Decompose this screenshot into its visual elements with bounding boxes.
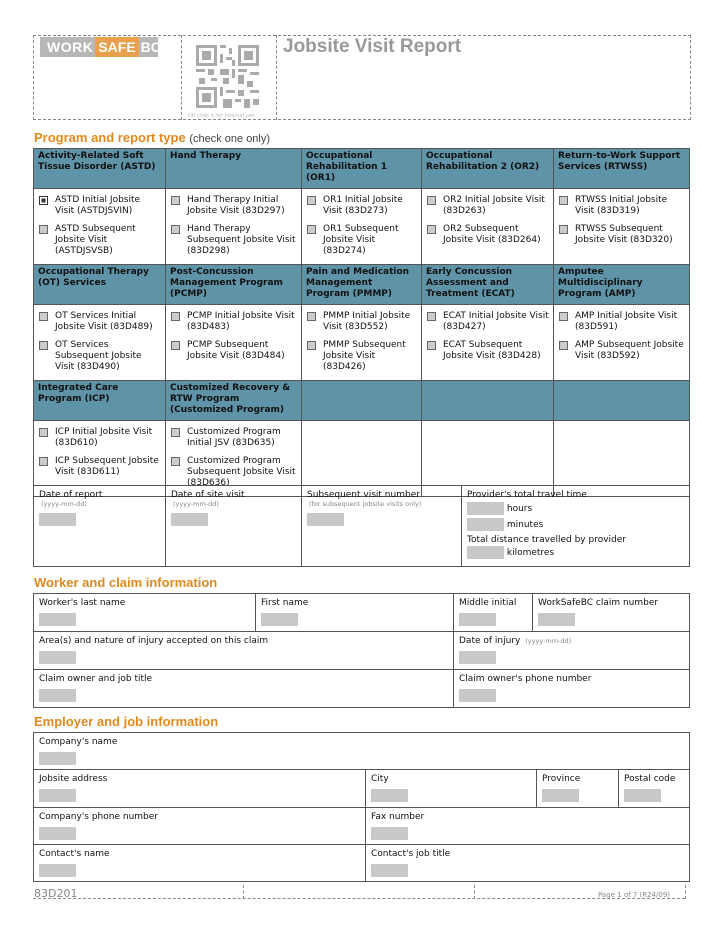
checkbox[interactable] (307, 312, 316, 321)
program-header-empty (422, 381, 554, 421)
date-hint: (yyyy-mm-dd) (173, 500, 219, 508)
amp-initial-option[interactable] (559, 311, 686, 333)
date-of-injury-cell (454, 632, 690, 670)
program-options-cell (166, 305, 302, 381)
checkbox[interactable] (427, 341, 436, 350)
claim-number-cell (533, 594, 690, 632)
checkbox[interactable] (171, 312, 180, 321)
program-options-cell (166, 189, 302, 265)
option-label: OT Services Subsequent Jobsite Visit (83D490) (55, 340, 142, 372)
checkbox[interactable] (39, 457, 48, 466)
checkbox[interactable] (559, 225, 568, 234)
worksafebc-logo (40, 37, 161, 57)
qr-code-icon (196, 45, 259, 108)
city-label: City (371, 774, 389, 784)
middle-initial-label: Middle initial (459, 598, 517, 608)
date-hint: (yyyy-mm-dd) (41, 500, 87, 508)
checkbox[interactable] (559, 341, 568, 350)
option-label: ECAT Initial Jobsite Visit (83D427) (443, 311, 549, 332)
ecat-initial-option[interactable] (427, 311, 550, 333)
date-of-injury-input[interactable] (459, 651, 496, 664)
logo-bc: BC (140, 39, 161, 55)
jobsite-address-label: Jobsite address (39, 774, 108, 784)
checkbox[interactable] (307, 196, 316, 205)
program-header-empty (302, 381, 422, 421)
logo-safe: SAFE (95, 37, 138, 57)
pmmp-subsequent-option[interactable] (307, 340, 418, 373)
ot-subsequent-option[interactable] (39, 340, 162, 373)
program-header-row-1 (34, 149, 690, 189)
claim-number-input[interactable] (538, 613, 575, 626)
program-subheading: (check one only) (189, 133, 271, 145)
checkbox[interactable] (39, 312, 48, 321)
minutes-input[interactable] (467, 518, 504, 531)
employer-heading: Employer and job information (34, 714, 219, 729)
contact-title-label: Contact's job title (371, 849, 451, 859)
date-hint: (yyyy-mm-dd) (525, 637, 572, 645)
date-of-site-visit-cell (166, 486, 302, 567)
company-name-cell (34, 733, 690, 770)
subsequent-visit-input[interactable] (307, 513, 344, 526)
postal-code-cell (619, 770, 690, 808)
program-header: Activity-Related Soft Tissue Disorder (ASTD) (34, 149, 166, 189)
injury-areas-cell (34, 632, 454, 670)
program-header-empty (554, 381, 690, 421)
claim-owner-input[interactable] (39, 689, 76, 702)
middle-initial-cell (454, 594, 533, 632)
pcmp-subsequent-option[interactable] (171, 340, 298, 362)
footer-divider-3 (685, 885, 686, 899)
program-options-cell (302, 305, 422, 381)
hours-input[interactable] (467, 502, 504, 515)
logo-work: WORK (47, 39, 94, 55)
page-title: Jobsite Visit Report (283, 36, 462, 57)
city-input[interactable] (371, 789, 408, 802)
dates-table (33, 485, 690, 567)
worker-row-1 (34, 594, 690, 632)
option-label: Customized Program Subsequent Jobsite Visit (83D636) (187, 456, 296, 488)
option-label: AMP Subsequent Jobsite Visit (83D592) (575, 340, 684, 361)
contact-name-label: Contact's name (39, 849, 110, 859)
subsequent-visit-label: Subsequent visit number (307, 490, 420, 500)
program-options-cell (422, 305, 554, 381)
jobsite-address-input[interactable] (39, 789, 76, 802)
option-label: Hand Therapy Initial Jobsite Visit (83D297) (187, 195, 285, 216)
checkbox[interactable] (171, 428, 180, 437)
postal-code-input[interactable] (624, 789, 661, 802)
ecat-subsequent-option[interactable] (427, 340, 550, 362)
fax-cell (366, 808, 690, 845)
worker-table (33, 593, 690, 708)
province-label: Province (542, 774, 581, 784)
program-options-cell (34, 189, 166, 265)
checkbox[interactable] (39, 341, 48, 350)
claim-owner-phone-input[interactable] (459, 689, 496, 702)
option-label: PCMP Subsequent Jobsite Visit (83D484) (187, 340, 285, 361)
astd-subsequent-option[interactable] (39, 224, 162, 257)
option-label: OR1 Subsequent Jobsite Visit (83D274) (323, 224, 399, 256)
amp-subsequent-option[interactable] (559, 340, 686, 362)
first-name-label: First name (261, 598, 309, 608)
or2-initial-option[interactable] (427, 195, 550, 217)
option-label: OR2 Initial Jobsite Visit (83D263) (443, 195, 545, 216)
first-name-cell (256, 594, 454, 632)
employer-row-4 (34, 845, 690, 882)
program-heading-text: Program and report type (34, 130, 186, 145)
minutes-label: minutes (506, 520, 544, 530)
postal-code-label: Postal code (624, 774, 676, 784)
company-name-input[interactable] (39, 752, 76, 765)
program-options-cell (422, 189, 554, 265)
claim-owner-phone-label: Claim owner's phone number (459, 674, 592, 684)
option-label: OT Services Initial Jobsite Visit (83D489) (55, 311, 153, 332)
program-header: Occupational Therapy (OT) Services (34, 265, 166, 305)
minutes-row (467, 518, 684, 531)
checkbox[interactable] (559, 312, 568, 321)
checkbox[interactable] (171, 341, 180, 350)
page-info: Page 1 of 7 (R24/09) (598, 891, 670, 899)
date-of-site-visit-input[interactable] (171, 513, 208, 526)
option-label: RTWSS Subsequent Jobsite Visit (83D320) (575, 224, 673, 245)
or1-subsequent-option[interactable] (307, 224, 418, 257)
footer-frame (33, 885, 685, 899)
contact-name-input[interactable] (39, 864, 76, 877)
distance-label: Total distance travelled by provider (467, 535, 626, 545)
injury-areas-label: Area(s) and nature of injury accepted on this claim (39, 636, 269, 646)
option-label: RTWSS Initial Jobsite Visit (83D319) (575, 195, 668, 216)
contact-title-cell (366, 845, 690, 882)
hours-label: hours (506, 504, 533, 514)
travel-cell (462, 486, 690, 567)
checkbox[interactable] (171, 457, 180, 466)
travel-time-label: Provider's total travel time (467, 490, 587, 500)
company-phone-input[interactable] (39, 827, 76, 840)
option-label: PMMP Initial Jobsite Visit (83D552) (323, 311, 411, 332)
icp-initial-option[interactable] (39, 427, 162, 449)
rtwss-initial-option[interactable] (559, 195, 686, 217)
checkbox[interactable] (171, 196, 180, 205)
subsequent-visit-cell (302, 486, 462, 567)
option-label: Customized Program Initial JSV (83D635) (187, 427, 281, 448)
kilometres-label: kilometres (506, 548, 555, 558)
checkbox[interactable] (427, 196, 436, 205)
program-header: Customized Recovery & RTW Program (Customized Program) (166, 381, 302, 421)
claim-owner-phone-cell (454, 670, 690, 708)
subsequent-hint: (for subsequent jobsite visits only) (309, 500, 422, 508)
or1-initial-option[interactable] (307, 195, 418, 217)
company-name-label: Company's name (39, 737, 118, 747)
checkbox[interactable] (171, 225, 180, 234)
program-options-row-1 (34, 189, 690, 265)
option-label: AMP Initial Jobsite Visit (83D591) (575, 311, 678, 332)
date-of-report-input[interactable] (39, 513, 76, 526)
employer-row-1 (34, 733, 690, 770)
city-cell (366, 770, 537, 808)
option-label: PMMP Subsequent Jobsite Visit (83D426) (323, 340, 406, 372)
checkbox[interactable] (307, 341, 316, 350)
company-phone-cell (34, 808, 366, 845)
footer-divider-1 (243, 885, 244, 899)
header-divider-2 (276, 35, 277, 120)
program-options-cell (302, 189, 422, 265)
program-header: Occupational Rehabilitation 2 (OR2) (422, 149, 554, 189)
program-header: Hand Therapy (166, 149, 302, 189)
pcmp-initial-option[interactable] (171, 311, 298, 333)
date-of-injury-label: Date of injury (459, 636, 521, 646)
hours-row (467, 502, 684, 515)
option-label: ECAT Subsequent Jobsite Visit (83D428) (443, 340, 541, 361)
kilometres-row (467, 546, 684, 559)
option-label: Hand Therapy Subsequent Jobsite Visit (83D298) (187, 224, 296, 256)
checkbox[interactable] (39, 428, 48, 437)
ot-initial-option[interactable] (39, 311, 162, 333)
employer-row-3 (34, 808, 690, 845)
program-header-row-2 (34, 265, 690, 305)
contact-title-input[interactable] (371, 864, 408, 877)
program-table (33, 148, 690, 497)
program-heading (34, 130, 270, 145)
company-phone-label: Company's phone number (39, 812, 158, 822)
checkbox[interactable] (559, 196, 568, 205)
program-header: Amputee Multidisciplinary Program (AMP) (554, 265, 690, 305)
option-label: ASTD Initial Jobsite Visit (ASTDJSVIN) (55, 195, 141, 216)
employer-row-2 (34, 770, 690, 808)
program-header: Pain and Medication Management Program (PMMP) (302, 265, 422, 305)
hand-therapy-subsequent-option[interactable] (171, 224, 298, 257)
claim-owner-cell (34, 670, 454, 708)
province-cell (537, 770, 619, 808)
header-divider-1 (181, 35, 182, 120)
dates-row (34, 486, 690, 567)
option-label: ASTD Subsequent Jobsite Visit (ASTDJSVSB) (55, 224, 136, 256)
fax-label: Fax number (371, 812, 425, 822)
last-name-cell (34, 594, 256, 632)
program-options-cell (34, 305, 166, 381)
hand-therapy-initial-option[interactable] (171, 195, 298, 217)
form-code: 83D201 (34, 887, 78, 900)
or2-subsequent-option[interactable] (427, 224, 550, 246)
kilometres-input[interactable] (467, 546, 504, 559)
worker-heading: Worker and claim information (34, 575, 218, 590)
program-options-cell (554, 189, 690, 265)
checkbox[interactable] (39, 225, 48, 234)
checkbox[interactable] (307, 225, 316, 234)
option-label: PCMP Initial Jobsite Visit (83D483) (187, 311, 295, 332)
checkbox[interactable] (427, 225, 436, 234)
checkbox[interactable] (39, 196, 48, 205)
option-label: ICP Subsequent Jobsite Visit (83D611) (55, 456, 159, 477)
option-label: OR2 Subsequent Jobsite Visit (83D264) (443, 224, 541, 245)
icp-subsequent-option[interactable] (39, 456, 162, 478)
middle-initial-input[interactable] (459, 613, 496, 626)
footer-divider-2 (474, 885, 475, 899)
program-header: Integrated Care Program (ICP) (34, 381, 166, 421)
jobsite-address-cell (34, 770, 366, 808)
program-header: Early Concussion Assessment and Treatment (ECAT) (422, 265, 554, 305)
fax-input[interactable] (371, 827, 408, 840)
worker-row-2 (34, 632, 690, 670)
date-of-site-visit-label: Date of site visit (171, 490, 245, 500)
worker-row-3 (34, 670, 690, 708)
qr-note: QR code is for internal use (188, 113, 255, 119)
option-label: ICP Initial Jobsite Visit (83D610) (55, 427, 153, 448)
employer-table (33, 732, 690, 882)
first-name-input[interactable] (261, 613, 298, 626)
last-name-input[interactable] (39, 613, 76, 626)
date-of-report-label: Date of report (39, 490, 103, 500)
program-header-row-3 (34, 381, 690, 421)
claim-owner-label: Claim owner and job title (39, 674, 153, 684)
program-header: Occupational Rehabilitation 1 (OR1) (302, 149, 422, 189)
claim-number-label: WorkSafeBC claim number (538, 598, 659, 608)
injury-areas-input[interactable] (39, 651, 76, 664)
program-header: Return-to-Work Support Services (RTWSS) (554, 149, 690, 189)
rtwss-subsequent-option[interactable] (559, 224, 686, 246)
program-options-row-2 (34, 305, 690, 381)
program-options-cell (554, 305, 690, 381)
checkbox[interactable] (427, 312, 436, 321)
customized-initial-option[interactable] (171, 427, 298, 449)
province-input[interactable] (542, 789, 579, 802)
date-of-injury-line (459, 636, 684, 646)
option-label: OR1 Initial Jobsite Visit (83D273) (323, 195, 403, 216)
contact-name-cell (34, 845, 366, 882)
last-name-label: Worker's last name (39, 598, 126, 608)
astd-initial-option[interactable] (39, 195, 162, 217)
date-of-report-cell (34, 486, 166, 567)
pmmp-initial-option[interactable] (307, 311, 418, 333)
program-header: Post-Concussion Management Program (PCMP) (166, 265, 302, 305)
